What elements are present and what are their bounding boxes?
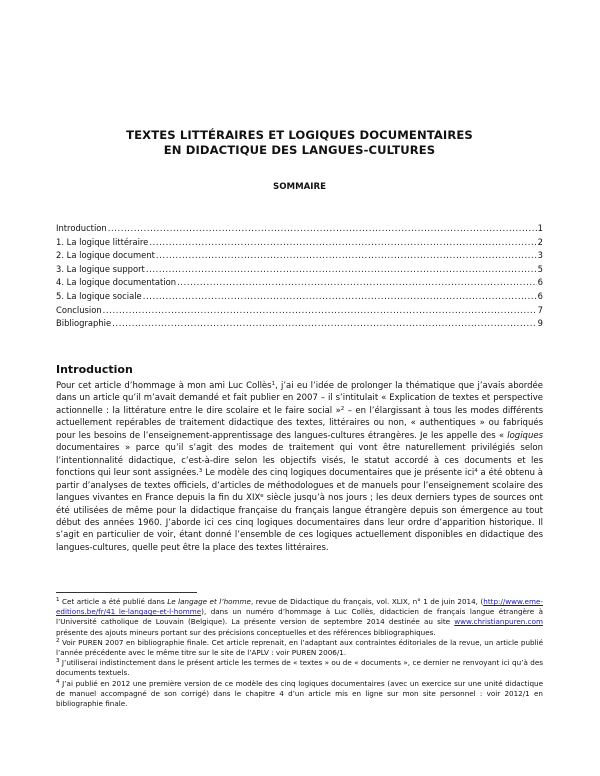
- toc-entry-logique-sociale[interactable]: [56, 290, 543, 304]
- text-run: , j’ai eu l’idée de prolonger la thématique que j’avais abordée dans un article qu’il m’avait demandé et fait publier en 2007 – il s’intitulait « Explication de textes et perspective actionnelle : la littérature entre le dire scolaire et le faire social »: [56, 381, 543, 416]
- text-run: Cet article a été publié dans: [59, 597, 168, 606]
- toc-heading: SOMMAIRE: [273, 182, 326, 192]
- text-run: J’utiliserai indistinctement dans le présent article les termes de « textes » ou de « documents », ce dernier ne renvoyant ici qu’à des documents textuels.: [56, 658, 543, 678]
- footnote-3: [56, 658, 543, 678]
- section-heading-introduction: Introduction: [56, 363, 133, 376]
- century-superscript: e: [260, 493, 264, 500]
- toc-entry-conclusion[interactable]: [56, 304, 543, 318]
- toc-entry-logique-litteraire[interactable]: [56, 236, 543, 250]
- document-title: [56, 128, 543, 158]
- introduction-paragraph: [56, 380, 543, 554]
- toc-entry-label: Conclusion: [56, 304, 102, 315]
- toc-entry-page: 9: [537, 318, 543, 329]
- footnote-ref-2[interactable]: 2: [340, 405, 345, 412]
- footnote-1: [56, 597, 543, 638]
- footnote-ref-4[interactable]: 4: [474, 468, 478, 475]
- eme-editions-link[interactable]: http://www.eme-editions.be/fr/41_le-langage-et-l-homme: [56, 597, 543, 617]
- italic-term: logiques: [507, 430, 543, 441]
- toc-leader-dots: [149, 236, 536, 250]
- text-run: siècle jusqu’à nos jours ; les deux derniers types de sources ont été utilisées de même pour la didactique française du français langue étrangère depuis son émergence au tout début des années 1960. J’aborde ici ces cinq logiques documentaires dans leur ordre d’apparition historique. Il s’agit en particulier de voir, étant donné l’ensemble de ces logiques actuellement disponibles en didactique des langues-cultures, quelle peut être la place des textes littéraires.: [56, 493, 543, 553]
- toc-entry-introduction[interactable]: [56, 222, 543, 236]
- table-of-contents: [56, 222, 543, 331]
- toc-leader-dots: [108, 222, 537, 236]
- text-run: Le modèle des cinq logiques documentaires que je présente ici: [202, 468, 475, 479]
- footnotes: [56, 597, 543, 709]
- text-run: documentaires » parce qu’il s’agit des modes de traitement qui vont être naturellement privilégiés selon l’intentionnalité didactique, c’est-à-dire selon les objectifs visés, le statut accordé à ces documents et les fonctions qui leur sont assignées.: [56, 443, 543, 479]
- text-run: ), dans un numéro d’hommage à Luc Collès, didacticien de français langue étrangère à l’Université catholique de Louvain (Belgique). La présente version de septembre 2014 destinée au site: [56, 607, 543, 627]
- footnote-number: 1: [56, 597, 60, 603]
- toc-entry-label: 2. La logique document: [56, 250, 155, 261]
- toc-entry-label: 5. La logique sociale: [56, 290, 142, 301]
- title-line-2: EN DIDACTIQUE DES LANGUES-CULTURES: [163, 143, 436, 157]
- text-run: J’ai publié en 2012 une première version de ce modèle des cinq logiques documentaires (avec un exercice sur une unité didactique de manuel accompagné de son corrigé) dans le chapitre 4 d’un article mis en ligne sur mon site personnel : voir 2012/1 en bibliographie finale.: [56, 678, 543, 709]
- toc-entry-label: Bibliographie: [56, 318, 112, 329]
- toc-entry-label: 4. La logique documentation: [56, 277, 177, 288]
- toc-leader-dots: [112, 317, 536, 331]
- toc-entry-page: 7: [537, 304, 543, 315]
- toc-leader-dots: [146, 263, 537, 277]
- toc-entry-label: 1. La logique littéraire: [56, 236, 149, 247]
- toc-leader-dots: [103, 304, 537, 318]
- text-run: Voir PUREN 2007 en bibliographie finale. Cet article reprenait, en l’adaptant aux contraintes éditoriales de la revue, un article publié l’année précédente avec le même titre sur le site de l’APLV : voir PUREN 2006/1.: [56, 637, 543, 658]
- footnote-ref-1[interactable]: 1: [271, 381, 276, 387]
- text-run: – en l’élargissant à tous les modes différents actuellement repérables de traitement didactique des textes, littéraires ou non, « authentiques » ou fabriqués pour les besoins de l’enseignement-apprentissage des langues-cultures étrangères. Je les appelle des «: [56, 405, 543, 441]
- toc-entry-page: 5: [537, 263, 543, 274]
- footnote-ref-3[interactable]: 3: [198, 468, 203, 475]
- toc-entry-page: 2: [537, 236, 543, 247]
- toc-entry-label: Introduction: [56, 223, 107, 233]
- title-line-1: TEXTES LITTÉRAIRES ET LOGIQUES DOCUMENTAIRES: [126, 128, 473, 142]
- toc-entry-page: 6: [537, 290, 543, 301]
- text-run: présente des ajouts mineurs portant sur des précisions conceptuelles et des références bibliographiques.: [56, 627, 436, 637]
- footnote-4: [56, 679, 543, 710]
- text-run: Pour cet article d’hommage à mon ami Luc Collès: [56, 381, 272, 391]
- toc-entry-label: 3. La logique support: [56, 263, 145, 274]
- toc-entry-bibliographie[interactable]: [56, 317, 543, 331]
- footnote-separator: [56, 592, 197, 593]
- toc-entry-page: 6: [537, 277, 543, 288]
- toc-leader-dots: [177, 276, 537, 290]
- toc-entry-page: 1: [537, 223, 543, 233]
- footnote-number: 2: [56, 637, 60, 644]
- journal-title: Le langage et l’homme: [167, 597, 251, 606]
- footnote-2: [56, 638, 543, 658]
- footnote-number: 4: [56, 678, 60, 685]
- toc-leader-dots: [143, 290, 537, 304]
- toc-entry-logique-document[interactable]: [56, 249, 543, 263]
- toc-entry-page: 3: [537, 250, 543, 261]
- toc-leader-dots: [156, 249, 537, 263]
- footnote-number: 3: [56, 658, 60, 665]
- toc-entry-logique-support[interactable]: [56, 263, 543, 277]
- toc-entry-logique-documentation[interactable]: [56, 276, 543, 290]
- text-run: , revue de Didactique du français, vol. XLIX, n° 1 de juin 2014, (: [250, 597, 484, 606]
- text-run: a été obtenu à partir d’analyses de textes officiels, d’articles de méthodologues et de manuels pour l’enseignement scolaire des langues vivantes en France depuis la fin du XIX: [56, 468, 543, 504]
- christianpuren-link[interactable]: www.christianpuren.com: [454, 617, 543, 627]
